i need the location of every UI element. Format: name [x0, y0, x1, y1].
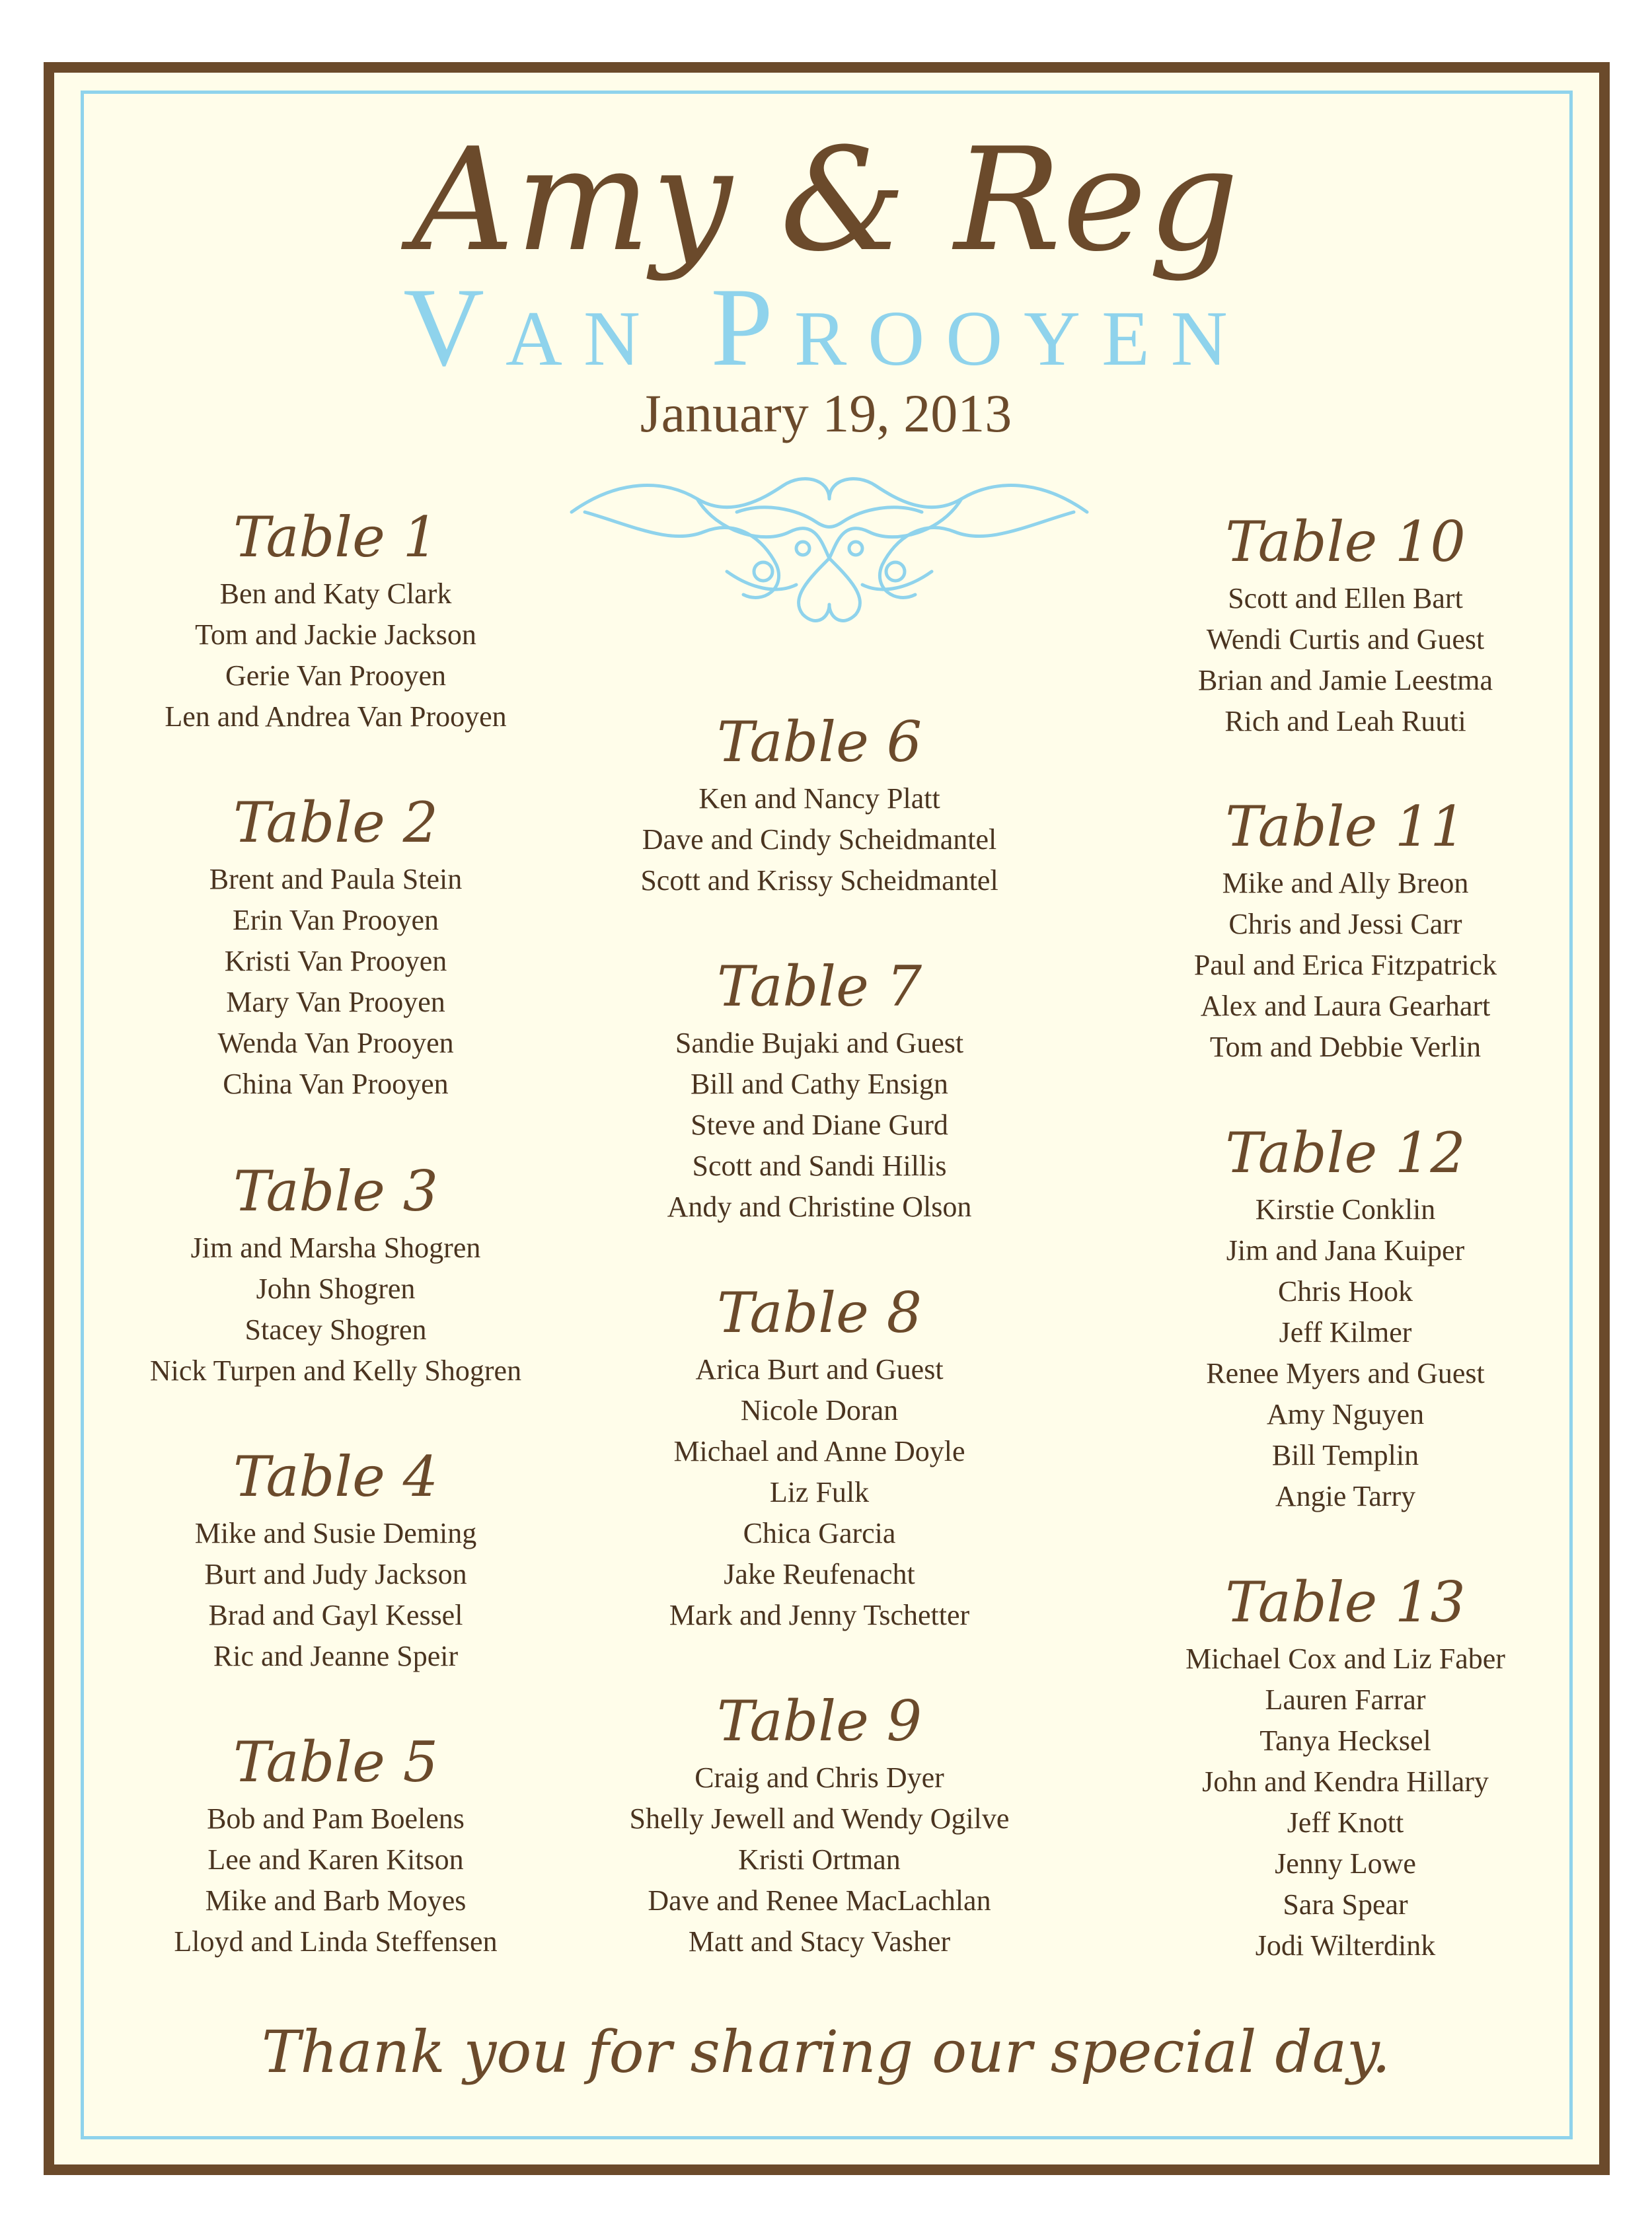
table-3-block — [71, 1155, 600, 1391]
guest-name: Mike and Ally Breon — [1222, 867, 1469, 899]
guest-name: Scott and Sandi Hillis — [692, 1150, 947, 1182]
table-9-block — [555, 1685, 1084, 1962]
guest-name: Tom and Debbie Verlin — [1209, 1031, 1482, 1063]
guest-name: Wendi Curtis and Guest — [1206, 623, 1485, 655]
guest-name: Alex and Laura Gearhart — [1200, 990, 1491, 1022]
table-title: Table 6 — [716, 710, 922, 774]
guest-name: Jodi Wilterdink — [1255, 1929, 1436, 1962]
guest-name: Kristi Ortman — [738, 1843, 901, 1876]
guest-name: Ric and Jeanne Speir — [213, 1640, 459, 1672]
guest-name: Burt and Judy Jackson — [204, 1558, 467, 1590]
guest-name: Lloyd and Linda Steffensen — [174, 1925, 498, 1958]
guest-name: Mark and Jenny Tschetter — [669, 1599, 970, 1631]
guest-name: Wenda Van Prooyen — [217, 1027, 454, 1059]
guest-name: Nick Turpen and Kelly Shogren — [149, 1354, 522, 1387]
guest-name: Angie Tarry — [1275, 1480, 1416, 1512]
table-13-block — [1081, 1566, 1610, 1966]
table-7-block — [555, 950, 1084, 1228]
guest-name: Steve and Diane Gurd — [691, 1109, 948, 1141]
guest-name: Michael and Anne Doyle — [673, 1435, 965, 1467]
thank-you-message: Thank you for sharing our special day. — [261, 2018, 1391, 2086]
guest-name: Erin Van Prooyen — [232, 904, 439, 936]
table-title: Table 2 — [233, 790, 439, 855]
table-title: Table 4 — [233, 1444, 439, 1509]
guest-name: Scott and Krissy Scheidmantel — [640, 864, 998, 897]
table-title: Table 11 — [1225, 794, 1466, 859]
guest-name: Lauren Farrar — [1265, 1683, 1426, 1716]
guest-name: Jake Reufenacht — [724, 1558, 915, 1590]
table-title: Table 1 — [233, 505, 439, 570]
guest-name: Brian and Jamie Leestma — [1198, 664, 1493, 696]
guest-name: Gerie Van Prooyen — [225, 659, 446, 692]
guest-name: Michael Cox and Liz Faber — [1185, 1643, 1505, 1675]
guest-name: Jim and Marsha Shogren — [190, 1232, 481, 1264]
guest-name: Jim and Jana Kuiper — [1226, 1234, 1465, 1267]
guest-name: Dave and Cindy Scheidmantel — [642, 823, 997, 856]
guest-name: Shelly Jewell and Wendy Ogilve — [629, 1802, 1010, 1835]
table-10-block — [1081, 505, 1610, 742]
guest-name: Mike and Susie Deming — [194, 1517, 477, 1549]
guest-name: Tanya Hecksel — [1259, 1724, 1431, 1757]
guest-name: Stacey Shogren — [244, 1313, 427, 1346]
guest-name: Nicole Doran — [740, 1394, 899, 1426]
guest-name: Bill Templin — [1271, 1439, 1419, 1471]
guest-name: Mike and Barb Moyes — [205, 1884, 467, 1917]
guest-name: Ben and Katy Clark — [219, 577, 452, 610]
table-title: Table 8 — [716, 1280, 922, 1345]
guest-name: Kristi Van Prooyen — [224, 945, 447, 977]
table-title: Table 7 — [716, 954, 922, 1019]
table-8-block — [555, 1276, 1084, 1636]
table-12-block — [1081, 1117, 1610, 1517]
table-4-block — [71, 1440, 600, 1677]
table-title: Table 9 — [716, 1689, 922, 1754]
guest-name: Bob and Pam Boelens — [207, 1802, 465, 1835]
couple-names: Amy & Reg — [412, 117, 1240, 283]
guest-name: Chica Garcia — [743, 1517, 896, 1549]
guest-name: Len and Andrea Van Prooyen — [165, 700, 507, 733]
guest-name: John and Kendra Hillary — [1202, 1765, 1489, 1798]
guest-name: Chris and Jessi Carr — [1228, 908, 1462, 940]
guest-name: Andy and Christine Olson — [667, 1191, 972, 1223]
guest-name: Chris Hook — [1277, 1275, 1413, 1308]
guest-name: Dave and Renee MacLachlan — [648, 1884, 991, 1917]
table-title: Table 10 — [1225, 509, 1466, 574]
flourish-ornament — [565, 472, 1094, 631]
guest-name: Sara Spear — [1283, 1888, 1408, 1921]
guest-name: China Van Prooyen — [223, 1068, 449, 1100]
table-2-block — [71, 786, 600, 1105]
guest-name: John Shogren — [256, 1273, 416, 1305]
surname: Van Prooyen — [403, 265, 1249, 389]
guest-name: Bill and Cathy Ensign — [691, 1068, 948, 1100]
guest-name: Jenny Lowe — [1275, 1847, 1416, 1880]
guest-name: Amy Nguyen — [1266, 1398, 1425, 1430]
guest-name: Brad and Gayl Kessel — [208, 1599, 463, 1631]
table-5-block — [71, 1726, 600, 1962]
guest-name: Kirstie Conklin — [1255, 1193, 1436, 1226]
guest-name: Tom and Jackie Jackson — [195, 618, 476, 651]
guest-name: Paul and Erica Fitzpatrick — [1193, 949, 1497, 981]
table-6-block — [555, 706, 1084, 901]
guest-name: Liz Fulk — [769, 1476, 870, 1508]
table-title: Table 5 — [233, 1730, 439, 1794]
guest-name: Renee Myers and Guest — [1206, 1357, 1485, 1389]
wedding-date: January 19, 2013 — [640, 383, 1012, 443]
guest-name: Arica Burt and Guest — [695, 1353, 944, 1386]
guest-name: Ken and Nancy Platt — [698, 782, 940, 815]
guest-name: Brent and Paula Stein — [209, 863, 463, 895]
guest-name: Craig and Chris Dyer — [695, 1761, 944, 1794]
guest-name: Jeff Kilmer — [1279, 1316, 1412, 1349]
table-title: Table 13 — [1225, 1570, 1466, 1635]
guest-name: Jeff Knott — [1287, 1806, 1404, 1839]
table-11-block — [1081, 790, 1610, 1068]
guest-name: Lee and Karen Kitson — [207, 1843, 464, 1876]
guest-name: Rich and Leah Ruuti — [1224, 705, 1466, 737]
guest-name: Scott and Ellen Bart — [1228, 582, 1463, 614]
table-title: Table 12 — [1225, 1121, 1466, 1185]
table-title: Table 3 — [233, 1159, 439, 1224]
guest-name: Sandie Bujaki and Guest — [675, 1027, 964, 1059]
guest-name: Mary Van Prooyen — [226, 986, 445, 1018]
table-1-block — [71, 501, 600, 737]
guest-name: Matt and Stacy Vasher — [688, 1925, 951, 1958]
